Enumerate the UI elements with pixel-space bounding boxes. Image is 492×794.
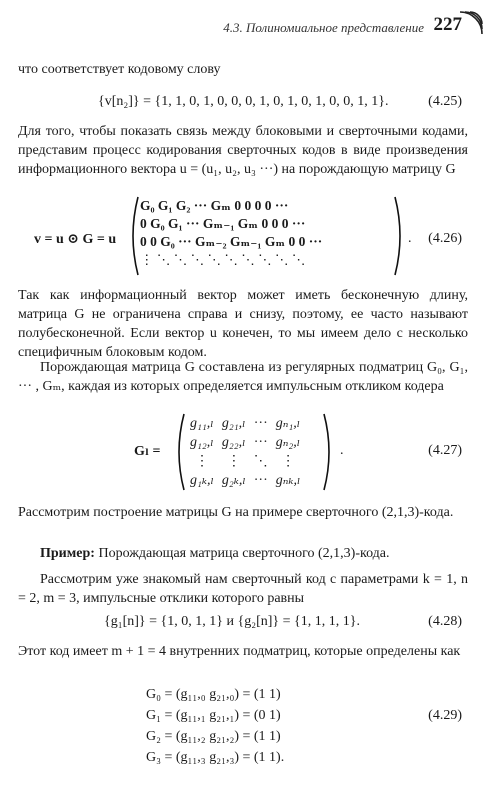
paragraph-6: Рассмотрим уже знакомый нам сверточный код с параметрами k = 1, n = 2, m = 3, импульсные отклики которого равны <box>18 572 468 606</box>
paragraph-5: Рассмотрим построение матрицы G на примере сверточного (2,1,3)-кода. <box>18 505 454 520</box>
paragraph-2: Для того, чтобы показать связь между блоковыми и сверточными кодами, представим процесс кодирования сверточных кодов в виде произведения информационного вектора u = (u₁, u₂, u₃ ···) на порождающую матрицу G <box>18 124 468 177</box>
equation-4-25: {v[n₂]} = {1, 1, 0, 1, 0, 0, 0, 1, 0, 1, 0, 1, 0, 0, 1, 1}. <box>98 94 389 109</box>
matrix-cell: g₂₂,ₗ <box>221 435 246 450</box>
matrix-4-26-row-4: ⋮ ⋱ ⋱ ⋱ ⋱ ⋱ ⋱ ⋱ ⋱ ⋱ <box>140 252 306 267</box>
matrix-4-27-row-2 <box>186 433 304 452</box>
equation-number-4-29: (4.29) <box>428 708 462 723</box>
example-text: Порождающая матрица сверточного (2,1,3)-кода. <box>98 546 390 561</box>
matrix-cell: ··· <box>253 434 268 450</box>
paragraph-3: Так как информационный вектор может иметь бесконечную длину, матрица G не ограничена справа и снизу, поэтому, ее часто называют полубесконечной. Если вектор u конечен, то мы имеем дело с несколько специфичным блоковым кодом. <box>18 288 468 360</box>
equation-number-4-27: (4.27) <box>428 443 462 458</box>
matrix-cell: ··· <box>253 415 268 431</box>
equation-4-27-period: . <box>340 443 344 458</box>
equation-number-4-25: (4.25) <box>428 94 462 109</box>
page-number: 227 <box>433 14 462 35</box>
matrix-cell: gₙₖ,ₗ <box>275 473 301 488</box>
left-paren-4-26 <box>126 195 140 277</box>
matrix-cell: ⋮ <box>194 454 209 469</box>
matrix-4-26-row-2: 0 G₀ G₁ ··· Gₘ₋₁ Gₘ 0 0 0 ··· <box>140 216 306 231</box>
matrix-cell: g₁ₖ,ₗ <box>190 473 214 488</box>
matrix-cell: g₂ₖ,ₗ <box>221 473 246 488</box>
matrix-cell: ⋮ <box>226 454 241 469</box>
matrix-cell: gₙ₂,ₗ <box>275 435 301 450</box>
matrix-cell: g₂₁,ₗ <box>221 416 246 431</box>
equation-4-29-line-3: G₂ = (g₁₁,₂ g₂₁,₂) = (1 1) <box>146 729 281 744</box>
example-line <box>18 544 468 563</box>
right-paren-4-26 <box>393 195 407 277</box>
equation-4-29-line-1: G₀ = (g₁₁,₀ g₂₁,₀) = (1 1) <box>146 687 281 702</box>
matrix-cell: ··· <box>253 472 268 488</box>
matrix-4-27 <box>186 414 304 490</box>
equation-4-29-line-2: G₁ = (g₁₁,₁ g₂₁,₁) = (0 1) <box>146 708 281 723</box>
equation-4-29-line-4: G₃ = (g₁₁,₃ g₂₁,₃) = (1 1). <box>146 750 285 765</box>
running-title: 4.3. Полиномиальное представление <box>223 20 424 35</box>
matrix-cell: gₙ₁,ₗ <box>275 416 301 431</box>
right-paren-4-27 <box>322 412 336 492</box>
equation-number-4-26: (4.26) <box>428 231 462 246</box>
matrix-cell: g₁₁,ₗ <box>190 416 214 431</box>
matrix-cell: g₁₂,ₗ <box>190 435 214 450</box>
matrix-4-27-row-3 <box>186 452 304 471</box>
matrix-4-27-row-1 <box>186 414 304 433</box>
equation-4-28: {g₁[n]} = {1, 0, 1, 1} и {g₂[n]} = {1, 1, 1, 1}. <box>104 614 360 629</box>
matrix-4-26-row-1: G₀ G₁ G₂ ··· Gₘ 0 0 0 0 ··· <box>140 198 289 213</box>
paragraph-4: Порождающая матрица G составлена из регулярных подматриц G₀, G₁, ··· , Gₘ, каждая из которых определяется импульсным откликом кодера <box>18 360 468 394</box>
matrix-4-26-row-3: 0 0 G₀ ··· Gₘ₋₂ Gₘ₋₁ Gₘ 0 0 ··· <box>140 234 323 249</box>
equation-4-27-lhs: Gₗ = <box>134 444 161 459</box>
matrix-cell: ⋮ <box>281 454 296 469</box>
left-paren-4-27 <box>172 412 186 492</box>
equation-4-26-period: . <box>408 231 412 246</box>
matrix-cell: ⋱ <box>253 454 268 469</box>
page-corner-ornament <box>456 8 486 38</box>
paragraph-1: что соответствует кодовому слову <box>18 62 221 77</box>
matrix-4-27-row-4 <box>186 471 304 490</box>
paragraph-7: Этот код имеет m + 1 = 4 внутренних подматриц, которые определены как <box>18 644 461 659</box>
equation-number-4-28: (4.28) <box>428 614 462 629</box>
equation-4-26-lhs: v = u ⊙ G = u <box>34 232 117 247</box>
example-label: Пример: <box>40 546 95 561</box>
